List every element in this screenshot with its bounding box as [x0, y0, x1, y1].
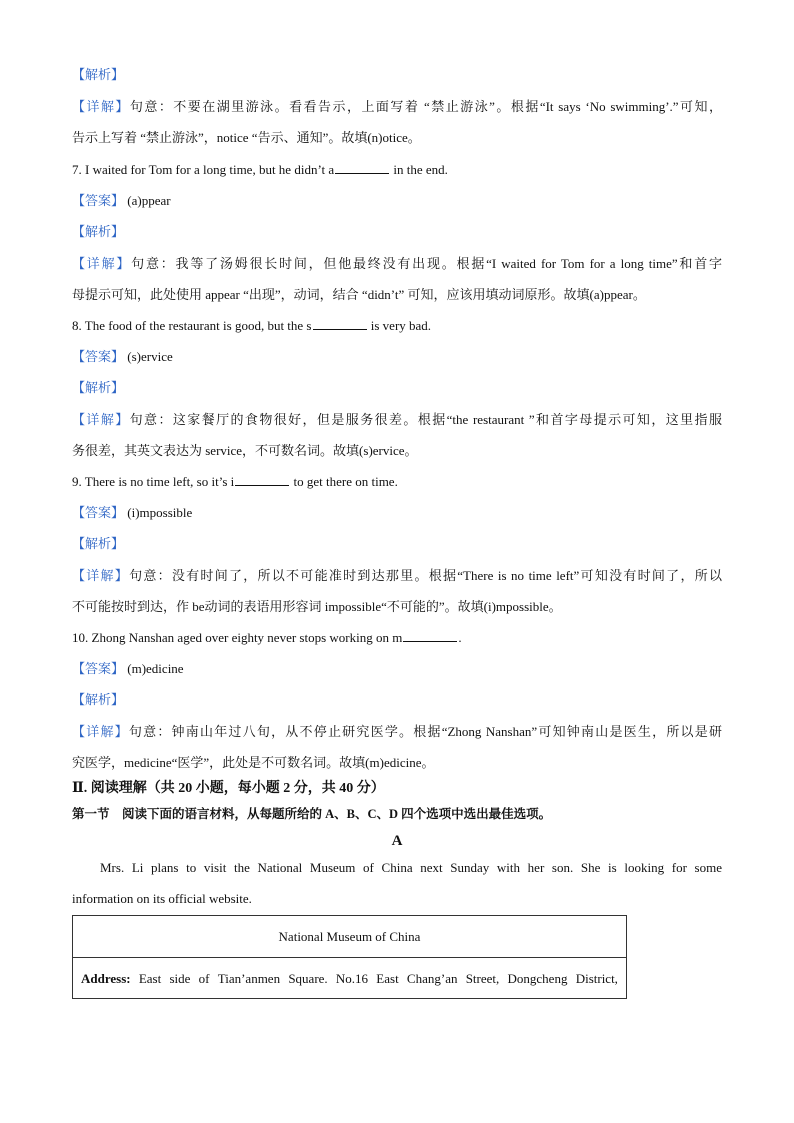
answer-blank [403, 629, 457, 642]
address-word: Square. [288, 970, 328, 986]
question-9: 9. There is no time left, so it’s i to get there on time. [72, 474, 398, 489]
analysis-tag-10: 【解析】 [72, 692, 125, 707]
address-word: Street, [465, 970, 500, 986]
question-7: 7. I waited for Tom for a long time, but he didn’t a in the end. [72, 162, 448, 177]
passage-intro-line1: Mrs. Li plans to visit the National Museum of China next Sunday with her son. She is looking for some [100, 860, 722, 875]
answer-8: 【答案】 (s)ervice [72, 349, 173, 364]
address-word: side [169, 970, 191, 986]
detail-9-line2: 不可能按时到达，作 be动词的表语用形容词 impossible“不可能的”。故填(i)mpossible。 [72, 599, 562, 614]
address-word: No.16 [335, 970, 369, 986]
section-heading: Ⅱ. 阅读理解（共 20 小题，每小题 2 分，共 40 分） [72, 781, 385, 796]
detail-7-line2: 母提示可知，此处使用 appear “出现”，动词，结合 “didn’t” 可知，应该用填动词原形。故填(a)ppear。 [72, 287, 646, 302]
address-word: District, [575, 970, 618, 986]
passage-letter: A [391, 833, 403, 849]
table-title: National Museum of China [278, 928, 421, 944]
detail-10-line2: 究医学，medicine“医学”，此处是不可数名词。故填(m)edicine。 [72, 755, 435, 770]
answer-blank [335, 161, 389, 174]
section-part1-instruction: 第一节 阅读下面的语言材料，从每题所给的 A、B、C、D 四个选项中选出最佳选项。 [72, 807, 552, 821]
museum-info-table [72, 915, 627, 999]
detail-8-line2: 务很差，其英文表达为 service，不可数名词。故填(s)ervice。 [72, 443, 418, 458]
answer-9: 【答案】 (i)mpossible [72, 505, 193, 520]
address-word: of [198, 970, 210, 986]
table-title-row [73, 916, 626, 958]
detail-8-line1: 【详解】句意：这家餐厅的食物很好，但是服务很差。根据“the restaurant ”和首字母提示可知，这里指服 [72, 412, 722, 427]
address-word: Chang’an [406, 970, 458, 986]
answer-7: 【答案】 (a)ppear [72, 193, 171, 208]
passage-intro-line2: information on its official website. [72, 891, 252, 906]
detail-9-line1: 【详解】句意：没有时间了，所以不可能准时到达那里。根据“There is no time left”可知没有时间了，所以 [72, 568, 722, 583]
analysis-tag-7: 【解析】 [72, 224, 125, 239]
address-label: Address: [81, 970, 131, 986]
address-word: Tian’anmen [217, 970, 281, 986]
analysis-tag-6: 【解析】 [72, 67, 125, 82]
detail-6-line1: 【详解】句意：不要在湖里游泳。看看告示，上面写着 “禁止游泳”。根据“It says ‘No swimming’.”可知， [72, 99, 722, 114]
question-8: 8. The food of the restaurant is good, but the s is very bad. [72, 318, 432, 333]
answer-blank [235, 473, 289, 486]
analysis-tag-8: 【解析】 [72, 380, 125, 395]
answer-blank [313, 317, 367, 330]
table-address-row [73, 958, 626, 999]
address-word: East [376, 970, 399, 986]
detail-7-line1: 【详解】句意：我等了汤姆很长时间，但他最终没有出现。根据“I waited for Tom for a long time”和首字 [72, 256, 722, 271]
detail-10-line1: 【详解】句意：钟南山年过八旬，从不停止研究医学。根据“Zhong Nanshan”可知钟南山是医生，所以是研 [72, 724, 722, 739]
address-word: East [138, 970, 162, 986]
address-word: Dongcheng [507, 970, 568, 986]
answer-10: 【答案】 (m)edicine [72, 661, 184, 676]
analysis-tag-9: 【解析】 [72, 536, 125, 551]
detail-6-line2: 告示上写着 “禁止游泳”，notice “告示、通知”。故填(n)otice。 [72, 130, 421, 145]
question-10: 10. Zhong Nanshan aged over eighty never stops working on m . [72, 630, 462, 645]
